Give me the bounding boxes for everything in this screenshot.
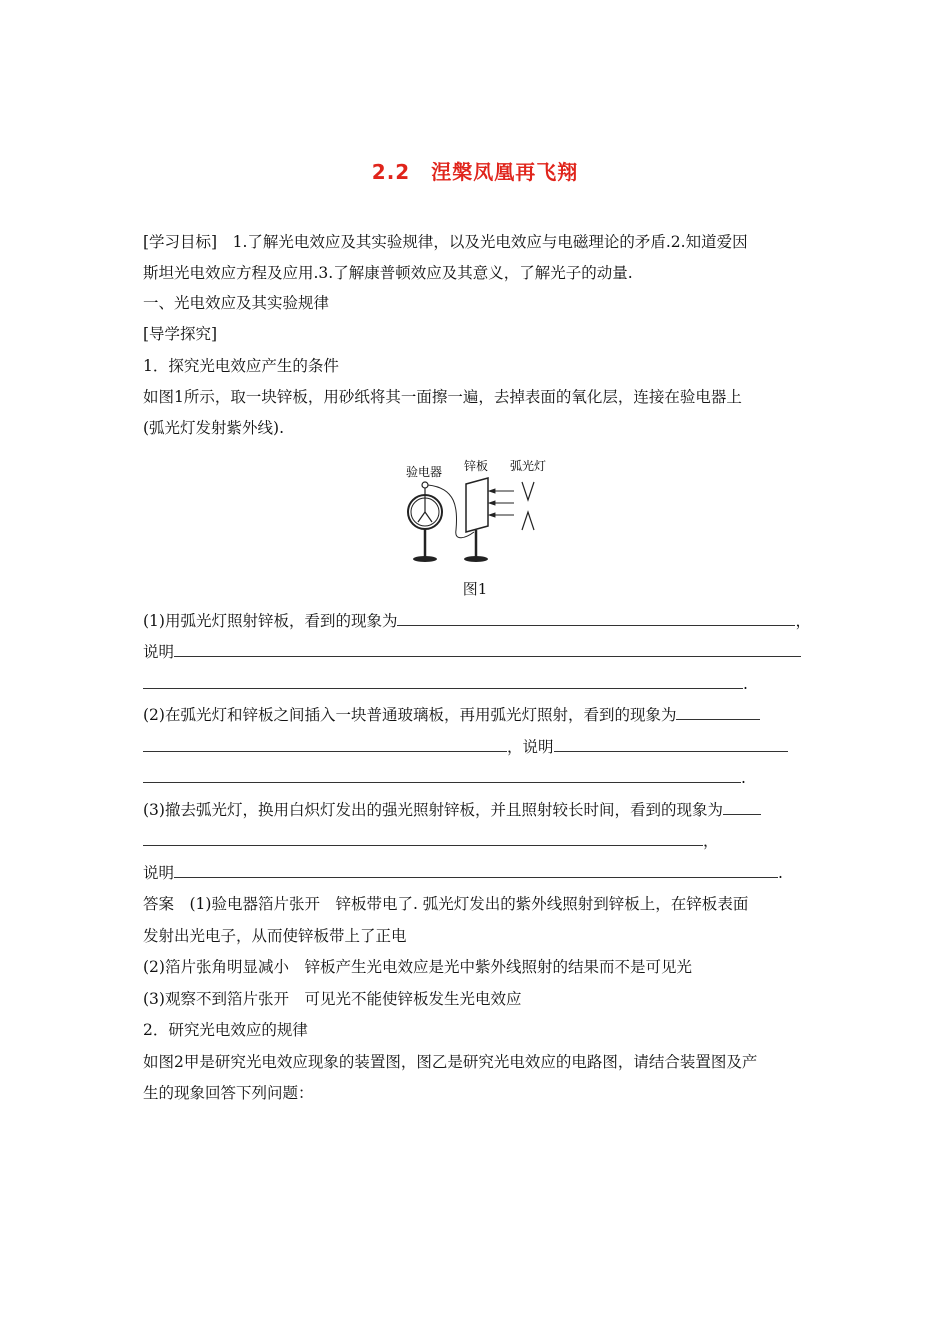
question-2-continued [143, 768, 746, 788]
explain-label: 说明 [143, 643, 175, 661]
question-3-text: (3)撤去弧光灯，换用白炽灯发出的强光照射锌板，并且照射较长时间，看到的现象为 [143, 801, 723, 819]
light-rays-icon [489, 489, 514, 517]
question-2-explain [143, 737, 788, 757]
arc-lamp-label: 弧光灯 [510, 459, 547, 473]
section-heading: 一、光电效应及其实验规律 [143, 294, 330, 312]
answer-blank[interactable] [143, 831, 703, 846]
answer-blank[interactable] [174, 642, 801, 657]
intro-1-line-2: (弧光灯发射紫外线). [143, 419, 285, 437]
answer-blank[interactable] [143, 768, 741, 783]
answer-blank[interactable] [554, 737, 788, 752]
answer-line-4: (3)观察不到箔片张开 可见光不能使锌板发生光电效应 [143, 990, 522, 1008]
question-2 [143, 705, 760, 725]
answer-blank[interactable] [143, 674, 743, 689]
punctuation: . [743, 675, 748, 693]
question-3 [143, 800, 761, 820]
question-1-explain [143, 642, 801, 662]
punctuation: . [741, 769, 746, 787]
intro-2-line-1: 如图2甲是研究光电效应现象的装置图，图乙是研究光电效应的电路图，请结合装置图及产 [143, 1053, 758, 1071]
question-3-explain [143, 863, 783, 883]
arc-lamp-icon [522, 482, 534, 530]
punctuation: ， [703, 832, 719, 850]
answer-blank[interactable] [723, 800, 761, 815]
apparatus-diagram [396, 458, 566, 570]
explain-label: ，说明 [507, 738, 554, 756]
item-2-heading: 2．研究光电效应的规律 [143, 1021, 308, 1039]
objectives-line-2: 斯坦光电效应方程及应用.3.了解康普顿效应及其意义，了解光子的动量. [143, 264, 633, 282]
punctuation: . [778, 864, 783, 882]
figure-caption: 图1 [462, 580, 488, 598]
answer-blank[interactable] [676, 705, 760, 720]
intro-2-line-2: 生的现象回答下列问题： [143, 1084, 314, 1102]
zinc-plate-icon [464, 478, 488, 562]
intro-1-line-1: 如图1所示，取一块锌板，用砂纸将其一面擦一遍，去掉表面的氧化层，连接在验电器上 [143, 388, 742, 406]
question-1-continued [143, 674, 748, 694]
answer-blank[interactable] [174, 863, 778, 878]
answer-blank[interactable] [397, 611, 795, 626]
electroscope-icon [408, 482, 442, 562]
answer-line-2: 发射出光电子，从而使锌板带上了正电 [143, 927, 407, 945]
answer-blank[interactable] [143, 737, 507, 752]
zinc-plate-label: 锌板 [464, 459, 489, 473]
electroscope-label: 验电器 [406, 465, 443, 479]
answer-line-3: (2)箔片张角明显减小 锌板产生光电效应是光中紫外线照射的结果而不是可见光 [143, 958, 692, 976]
question-1 [143, 611, 811, 631]
figure-1 [396, 458, 566, 570]
item-1-heading: 1．探究光电效应产生的条件 [143, 357, 339, 375]
page-title: 2.2 涅槃凤凰再飞翔 [371, 160, 579, 184]
question-3-continued [143, 831, 719, 851]
question-2-text: (2)在弧光灯和锌板之间插入一块普通玻璃板，再用弧光灯照射，看到的现象为 [143, 706, 677, 724]
question-1-text: (1)用弧光灯照射锌板，看到的现象为 [143, 612, 398, 630]
guide-label: [导学探究] [143, 325, 218, 343]
punctuation: ， [795, 612, 811, 630]
answer-line-1: 答案 (1)验电器箔片张开 锌板带电了. 弧光灯发出的紫外线照射到锌板上，在锌板表面 [143, 895, 749, 913]
explain-label: 说明 [143, 864, 175, 882]
objectives-line-1: [学习目标] 1.了解光电效应及其实验规律，以及光电效应与电磁理论的矛盾.2.知道爱因 [143, 233, 748, 251]
